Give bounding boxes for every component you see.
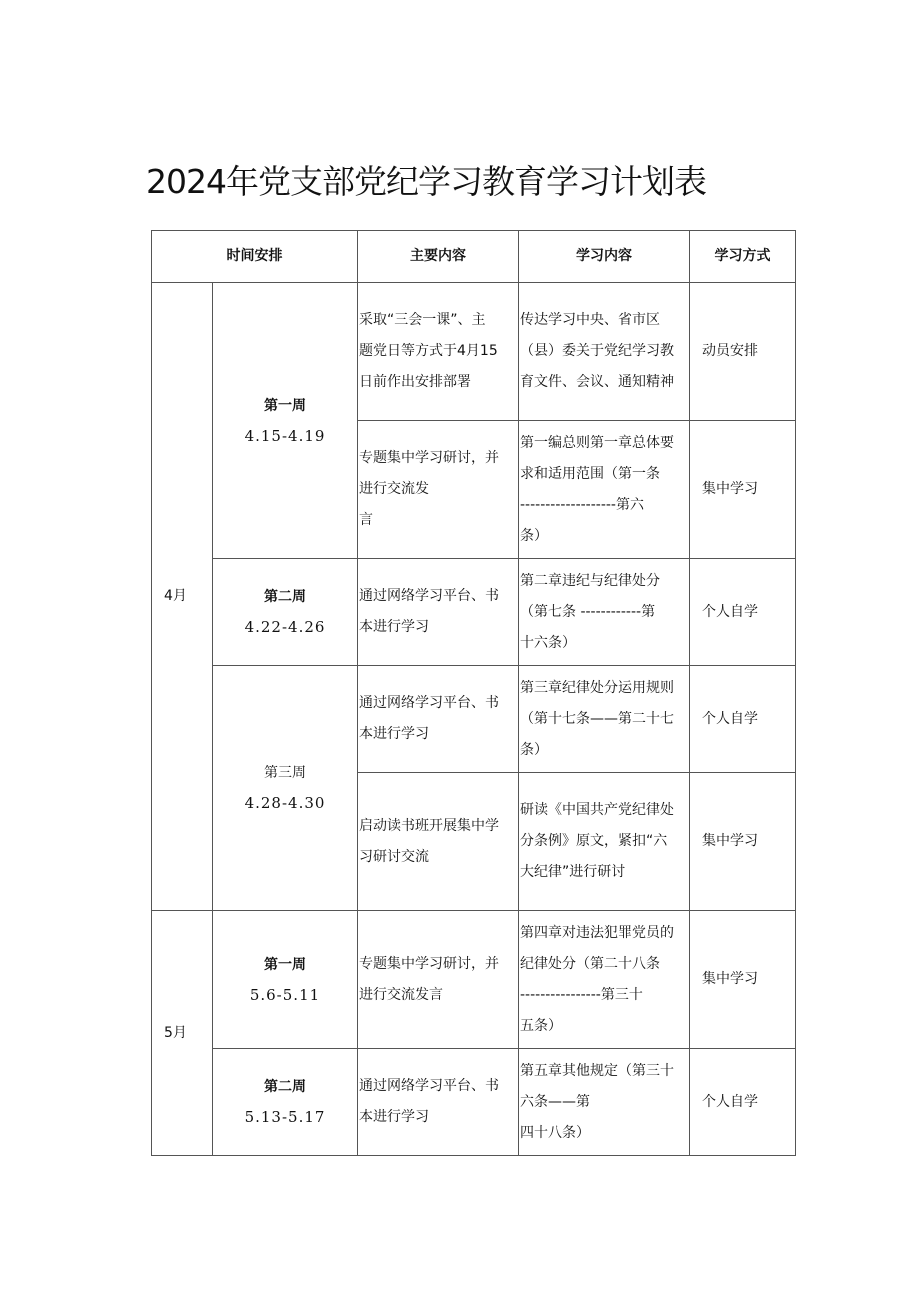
study-content-line: 第五章其他规定（第三十 <box>520 1062 674 1079</box>
week-dates: 5.6-5.11 <box>249 985 321 1004</box>
table-row <box>152 666 796 773</box>
table-row <box>152 559 796 666</box>
study-content-line: 五条） <box>520 1017 562 1034</box>
week-cell-april-3 <box>213 666 358 911</box>
week-dates: 4.15-4.19 <box>244 426 326 445</box>
study-content-line: 分条例》原文，紧扣“六 <box>520 833 668 849</box>
study-content-line: ----------------第三十 <box>520 986 643 1003</box>
week-label: 第三周 <box>264 765 306 781</box>
week-dates: 4.22-4.26 <box>244 618 326 636</box>
table-row <box>152 1049 796 1156</box>
study-content-cell <box>519 559 690 666</box>
main-content-line: 通过网络学习平台、书 <box>359 695 499 711</box>
main-content-line: 通过网络学习平台、书 <box>359 588 499 604</box>
study-method-cell: 动员安排 <box>690 283 796 421</box>
main-content-cell <box>358 773 519 911</box>
study-content-line: 第一编总则第一章总体要 <box>520 434 674 451</box>
week-cell-may-2 <box>213 1049 358 1156</box>
study-method-cell: 集中学习 <box>690 773 796 911</box>
study-content-line: 研读《中国共产党纪律处 <box>520 802 674 818</box>
main-content-cell <box>358 283 519 421</box>
study-content-line: 大纪律”进行研讨 <box>520 864 626 880</box>
study-plan-table <box>151 230 796 1156</box>
page-title: 2024年党支部党纪学习教育学习计划表 <box>146 162 706 201</box>
main-content-line: 启动读书班开展集中学 <box>359 817 499 834</box>
week-cell-april-1 <box>213 283 358 559</box>
main-content-line: 本进行学习 <box>359 619 429 635</box>
main-content-line: 专题集中学习研讨，并 <box>359 955 499 972</box>
week-cell-may-1 <box>213 911 358 1049</box>
study-content-line: （县）委关于党纪学习教 <box>520 343 674 359</box>
week-label: 第一周 <box>264 956 306 973</box>
study-content-line: 第三章纪律处分运用规则 <box>520 679 674 696</box>
main-content-cell <box>358 911 519 1049</box>
study-method-cell: 集中学习 <box>690 911 796 1049</box>
study-content-line: 条） <box>520 741 548 758</box>
main-content-line: 进行交流发 <box>359 481 429 497</box>
study-content-line: 十六条） <box>520 634 576 651</box>
main-content-line: 专题集中学习研讨，并 <box>359 450 499 466</box>
header-main-content: 主要内容 <box>358 231 519 283</box>
main-content-line: 采取“三会一课”、主 <box>359 312 486 328</box>
study-method-cell: 个人自学 <box>690 666 796 773</box>
week-dates: 4.28-4.30 <box>244 794 326 812</box>
main-content-line: 本进行学习 <box>359 726 429 742</box>
main-content-line: 本进行学习 <box>359 1109 429 1125</box>
study-content-line: 育文件、会议、通知精神 <box>520 374 674 390</box>
main-content-cell <box>358 1049 519 1156</box>
week-cell-april-2 <box>213 559 358 666</box>
header-study-content: 学习内容 <box>519 231 690 283</box>
study-content-cell <box>519 666 690 773</box>
week-label: 第二周 <box>264 1079 306 1095</box>
study-content-line: 条） <box>520 527 548 544</box>
main-content-line: 日前作出安排部署 <box>359 374 471 390</box>
week-label: 第二周 <box>264 589 306 605</box>
study-content-line: 传达学习中央、省市区 <box>520 312 660 328</box>
study-method-cell: 集中学习 <box>690 421 796 559</box>
study-content-line: 第四章对违法犯罪党员的 <box>520 924 674 941</box>
header-time: 时间安排 <box>152 231 358 283</box>
main-content-line: 习研讨交流 <box>359 848 429 865</box>
main-content-line: 进行交流发言 <box>359 986 443 1003</box>
study-method-cell: 个人自学 <box>690 559 796 666</box>
study-content-line: （第十七条——第二十七 <box>520 710 674 727</box>
study-content-line: 第二章违纪与纪律处分 <box>520 572 660 589</box>
study-content-line: （第七条 ------------第 <box>520 603 656 620</box>
main-content-line: 通过网络学习平台、书 <box>359 1078 499 1094</box>
main-content-line: 言 <box>359 512 373 528</box>
study-content-cell <box>519 421 690 559</box>
table-row <box>152 283 796 421</box>
week-dates: 5.13-5.17 <box>244 1108 326 1126</box>
header-row <box>152 231 796 283</box>
study-content-line: -------------------第六 <box>520 496 644 513</box>
main-content-line: 题党日等方式于4月15 <box>359 343 498 359</box>
study-content-line: 纪律处分（第二十八条 <box>520 955 660 972</box>
month-cell-april: 4月 <box>152 283 213 911</box>
study-content-cell <box>519 773 690 911</box>
week-label: 第一周 <box>264 397 306 414</box>
study-content-line: 求和适用范围（第一条 <box>520 465 660 482</box>
study-content-cell <box>519 283 690 421</box>
main-content-cell <box>358 559 519 666</box>
header-study-method: 学习方式 <box>690 231 796 283</box>
study-content-cell <box>519 911 690 1049</box>
main-content-cell <box>358 421 519 559</box>
study-content-line: 四十八条） <box>520 1124 590 1141</box>
study-method-cell: 个人自学 <box>690 1049 796 1156</box>
table-row <box>152 911 796 1049</box>
study-content-cell <box>519 1049 690 1156</box>
month-cell-may: 5月 <box>152 911 213 1156</box>
study-content-line: 六条——第 <box>520 1093 590 1110</box>
main-content-cell <box>358 666 519 773</box>
